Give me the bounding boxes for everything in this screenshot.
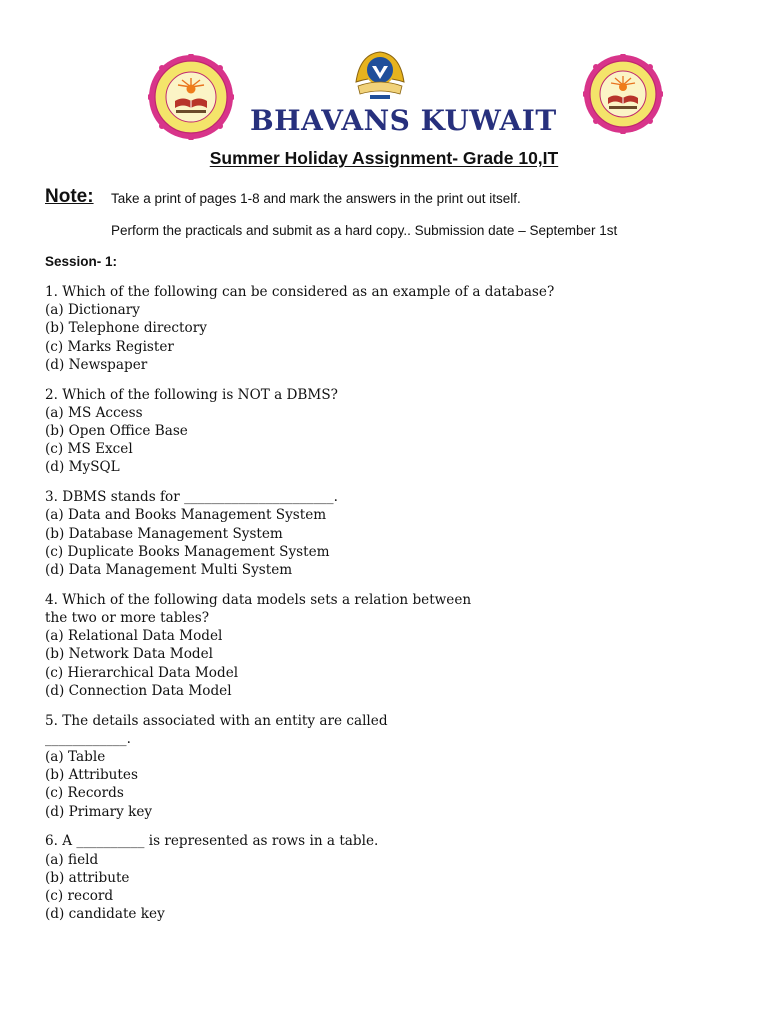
option-d: (d) candidate key bbox=[45, 906, 165, 923]
question-text: 3. DBMS stands for ______________________. bbox=[45, 489, 338, 506]
option-a: (a) field bbox=[45, 851, 99, 868]
option-c: (c) Marks Register bbox=[45, 338, 174, 355]
left-school-seal-logo bbox=[148, 54, 234, 140]
option-c: (c) MS Excel bbox=[45, 441, 133, 458]
option-d: (d) Newspaper bbox=[45, 356, 148, 373]
question-text: 6. A __________ is represented as rows in a table. bbox=[45, 833, 379, 850]
question-1 bbox=[45, 283, 735, 374]
option-c: (c) Duplicate Books Management System bbox=[45, 543, 330, 560]
option-b: (b) Telephone directory bbox=[45, 320, 207, 337]
option-b: (b) Open Office Base bbox=[45, 423, 188, 440]
question-2 bbox=[45, 386, 735, 477]
option-b: (b) attribute bbox=[45, 869, 130, 886]
option-a: (a) Relational Data Model bbox=[45, 628, 223, 645]
center-crest-logo bbox=[350, 48, 410, 104]
question-list bbox=[45, 283, 735, 935]
option-d: (d) MySQL bbox=[45, 459, 120, 476]
question-text-continued: the two or more tables? bbox=[45, 610, 210, 627]
option-a: (a) MS Access bbox=[45, 404, 143, 421]
note-instruction-submission: Perform the practicals and submit as a hard copy.. Submission date – September 1st bbox=[111, 223, 618, 238]
option-c: (c) Hierarchical Data Model bbox=[45, 664, 239, 681]
question-text: 5. The details associated with an entity are called bbox=[45, 712, 388, 729]
assignment-title: Summer Holiday Assignment- Grade 10,IT bbox=[209, 148, 559, 168]
option-d: (d) Data Management Multi System bbox=[45, 562, 293, 579]
question-text-continued: ____________. bbox=[45, 730, 131, 747]
note-instruction-print: Take a print of pages 1-8 and mark the answers in the print out itself. bbox=[111, 191, 521, 206]
option-a: (a) Table bbox=[45, 749, 106, 766]
option-a: (a) Dictionary bbox=[45, 302, 140, 319]
note-label: Note: bbox=[45, 186, 94, 207]
option-a: (a) Data and Books Management System bbox=[45, 507, 327, 524]
question-text: 2. Which of the following is NOT a DBMS? bbox=[45, 386, 338, 403]
question-6 bbox=[45, 832, 735, 923]
option-c: (c) Records bbox=[45, 785, 124, 802]
option-c: (c) record bbox=[45, 888, 114, 905]
question-5 bbox=[45, 712, 735, 821]
option-d: (d) Connection Data Model bbox=[45, 682, 232, 699]
session-heading: Session- 1: bbox=[45, 254, 118, 269]
option-b: (b) Network Data Model bbox=[45, 646, 213, 663]
right-school-seal-logo bbox=[583, 54, 663, 134]
option-d: (d) Primary key bbox=[45, 803, 153, 820]
option-b: (b) Attributes bbox=[45, 767, 138, 784]
option-b: (b) Database Management System bbox=[45, 525, 283, 542]
question-text: 4. Which of the following data models sets a relation between bbox=[45, 591, 472, 608]
school-name-heading: BHAVANS KUWAIT bbox=[250, 104, 557, 137]
question-3 bbox=[45, 488, 735, 579]
question-text: 1. Which of the following can be considered as an example of a database? bbox=[45, 284, 555, 300]
question-4 bbox=[45, 591, 735, 700]
